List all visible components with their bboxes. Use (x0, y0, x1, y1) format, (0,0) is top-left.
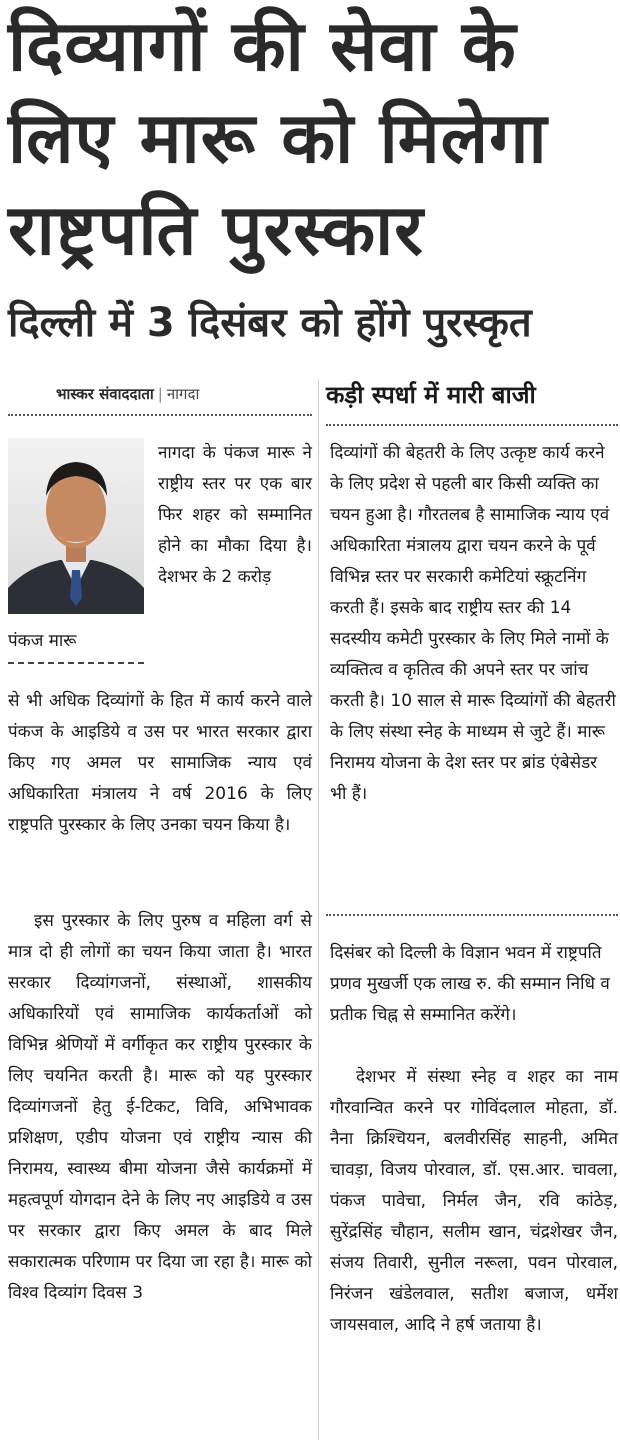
byline-author: भास्कर संवाददाता (56, 385, 154, 403)
portrait-image (8, 438, 144, 614)
photo-caption: पंकज मारू (8, 631, 77, 651)
portrait-photo (8, 438, 144, 614)
right-column-rule (326, 914, 618, 916)
lead-paragraph-narrow: नागदा के पंकज मारू ने राष्ट्रीय स्तर पर एक बार फिर शहर को सम्मानित होने का मौका दिया है। देशभर के 2 करोड़ (158, 443, 312, 587)
left-paragraph-2: इस पुरस्कार के लिए पुरुष व महिला वर्ग से मात्र दो ही लोगों का चयन किया जाता है। भारत सरकार दिव्यांगजनों, संस्थाओं, शासकीय अधिकारियों एवं सामाजिक कार्यकर्ताओं को विभिन्न श्रेणियों में वर्गीकृत कर राष्ट्रीय पुरस्कार के लिए चयनित करती है। मारू को यह पुरस्कार दिव्यांगजनों हेतु ई-टिकट, विवि, अभिभावक प्रशिक्षण, एडीप योजना एवं राष्ट्रीय न्यास की निरामय, स्वास्थ्य बीमा योजना जैसे कार्यक्रमों में महत्वपूर्ण योगदान देने के लिए नए आइडिये व उस पर सरकार द्वारा किए अमल के बाद मिले सकारात्मक परिणाम पर दिया जा रहा है। मारू को विश्व दिव्यांग दिवस 3 (8, 911, 312, 1303)
caption-rule (8, 662, 144, 664)
right-paragraph-1: दिव्यांगों की बेहतरी के लिए उत्कृष्ट कार्य करने के लिए प्रदेश से पहली बार किसी व्यक्ति का चयन हुआ है। गौरतलब है सामाजिक न्याय एवं अधिकारिता मंत्रालय द्वारा चयन करने के पूर्व विभिन्न स्तर पर सरकारी कमेटियां स्क्रूटनिंग करती हैं। इसके बाद राष्ट्रीय स्तर की 14 सदस्यीय कमेटी पुरस्कार के लिए मिले नामों के व्यक्तित्व व कृतित्व की अपने स्तर पर जांच करती है। 10 साल से मारू दिव्यांगों की बेहतरी के लिए संस्था स्नेह के माध्यम से जुटे हैं। मारू निरामय योजना के देश स्तर पर ब्रांड एंबेसेडर भी हैं। (330, 443, 616, 804)
side-section-rule (326, 424, 618, 426)
right-paragraph-3: देशभर में संस्था स्नेह व शहर का नाम गौरवान्वित करने पर गोविंदलाल मोहता, डॉ. नैना क्रिश्चियन, बलवीरसिंह साहनी, अमित चावड़ा, विजय पोरवाल, डॉ. एस.आर. चावला, पंकज पावेचा, निर्मल जैन, रवि कांठेड़, सुरेंद्रसिंह चौहान, सलीम खान, चंद्रशेखर जैन, संजय तिवारी, सुनील नरूला, पवन पोरवाल, निरंजन खंडेलवाल, सतीश बजाज, धर्मेश जायसवाल, आदि ने हर्ष जताया है। (330, 1067, 618, 1335)
column-divider (318, 380, 319, 1440)
byline-location: नागदा (166, 385, 200, 403)
byline (56, 384, 316, 404)
byline-rule (8, 414, 312, 416)
byline-separator: | (157, 385, 163, 403)
right-paragraph-2: दिसंबर को दिल्ली के विज्ञान भवन में राष्ट्रपति प्रणव मुखर्जी एक लाख रु. की सम्मान निधि व प्रतीक चिह्न से सम्मानित करेंगे। (330, 943, 610, 1025)
headline: दिव्यागों की सेवा के लिए मारू को मिलेगा राष्ट्रपति पुरस्कार (8, 5, 548, 271)
lead-paragraph-wide: से भी अधिक दिव्यांगों के हित में कार्य करने वाले पंकज के आइडिये व उस पर भारत सरकार द्वारा किए गए अमल पर सामाजिक न्याय एवं अधिकारिता मंत्रालय ने वर्ष 2016 के लिए राष्ट्रपति पुरस्कार के लिए उनका चयन किया है। (8, 691, 312, 835)
subheadline: दिल्ली में 3 दिसंबर को होंगे पुरस्कृत (8, 300, 532, 346)
side-section-title: कड़ी स्पर्धा में मारी बाजी (326, 381, 536, 409)
